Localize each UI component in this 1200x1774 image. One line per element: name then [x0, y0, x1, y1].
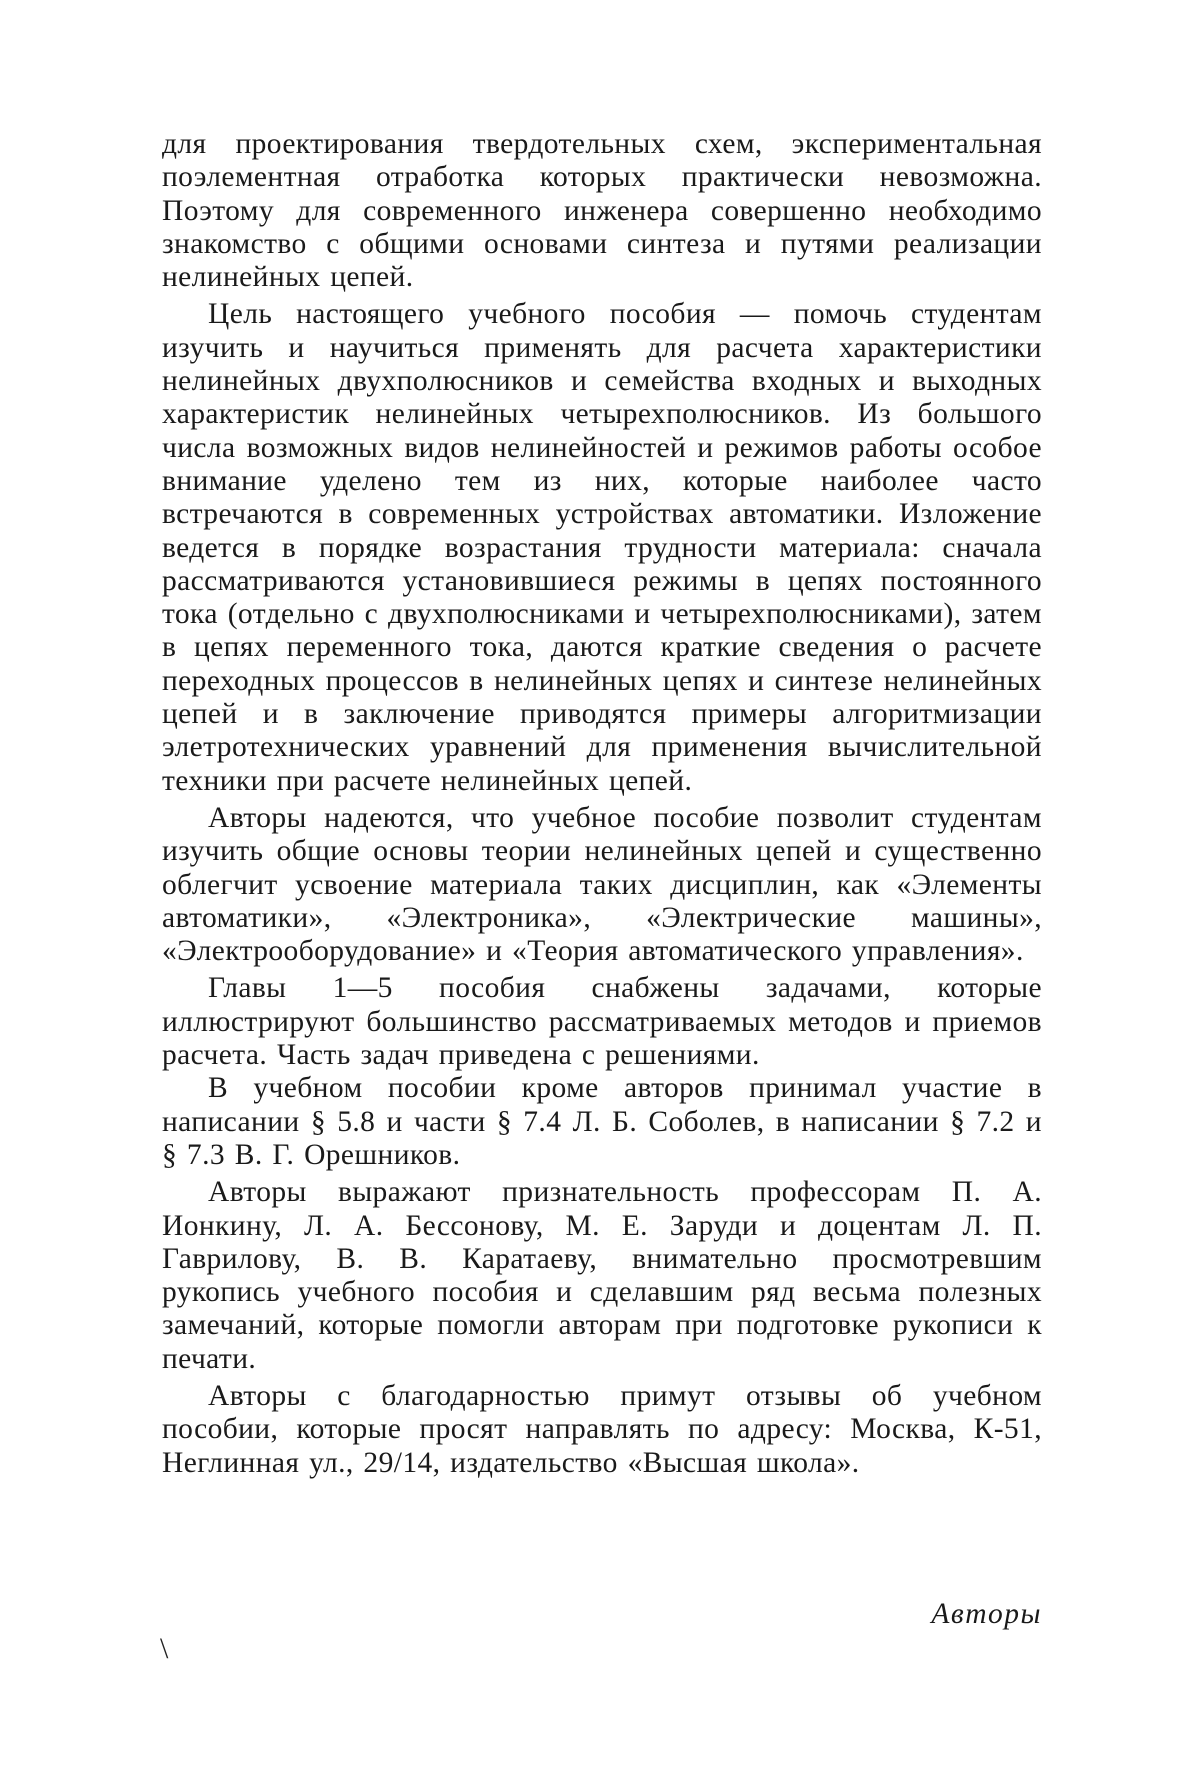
paragraph-hopes: Авторы надеются, что учебное пособие позволит студентам изучить общие основы теории нелинейных цепей и существенно облегчит усвоение материала таких дисциплин, как «Элементы автоматики», «Электроника», «Электрические машины», «Электрооборудование» и «Теория автоматического управления».: [162, 801, 1042, 968]
paragraph-purpose: Цель настоящего учебного пособия — помочь студентам изучить и научиться применять для расчета характеристики нелинейных двухполюсников и семейства входных и выходных характеристик нелинейных четырехполюсников. Из большого числа возможных видов нелинейностей и режимов работы особое внимание уделено тем из них, которые наиболее часто встречаются в современных устройствах автоматики. Изложение ведется в порядке возрастания трудности материала: сначала рассматриваются установившиеся режимы в цепях постоянного тока (отдельно с двухполюсниками и четырехполюсниками), затем в цепях переменного тока, даются краткие сведения о расчете переходных процессов в нелинейных цепях и синтезе нелинейных цепей и в заключение приводятся примеры алгоритмизации элетротехнических уравнений для применения вычислительной техники при расчете нелинейных цепей.: [162, 298, 1042, 797]
paragraph-continuation: для проектирования твердотельных схем, экспериментальная поэлементная отработка которых практически невозможна. Поэтому для современного инженера совершенно необходимо знакомство с общими основами синтеза и путями реализации нелинейных цепей.: [162, 128, 1042, 294]
page-body: [162, 128, 1042, 1480]
paragraph-contributors: В учебном пособии кроме авторов принимал участие в написании § 5.8 и части § 7.4 Л. Б. Соболев, в написании § 7.2 и § 7.3 В. Г. Орешников.: [162, 1072, 1042, 1171]
paragraph-acknowledgements: Авторы выражают признательность профессорам П. А. Ионкину, Л. А. Бессонову, М. Е. Заруди и доцентам Л. П. Гаврилову, В. В. Каратаеву, внимательно просмотревшим рукопись учебного пособия и сделавшим ряд весьма полезных замечаний, которые помогли авторам при подготовке рукописи к печати.: [162, 1176, 1042, 1375]
page-corner-mark: \: [160, 1632, 169, 1665]
paragraph-chapters: Главы 1—5 пособия снабжены задачами, которые иллюстрируют большинство рассматриваемых методов и приемов расчета. Часть задач приведена с решениями.: [162, 972, 1042, 1072]
paragraph-feedback: Авторы с благодарностью примут отзывы об учебном пособии, которые просят направлять по адресу: Москва, К-51, Неглинная ул., 29/14, издательство «Высшая школа».: [162, 1379, 1042, 1479]
authors-signature: Авторы: [931, 1598, 1042, 1630]
